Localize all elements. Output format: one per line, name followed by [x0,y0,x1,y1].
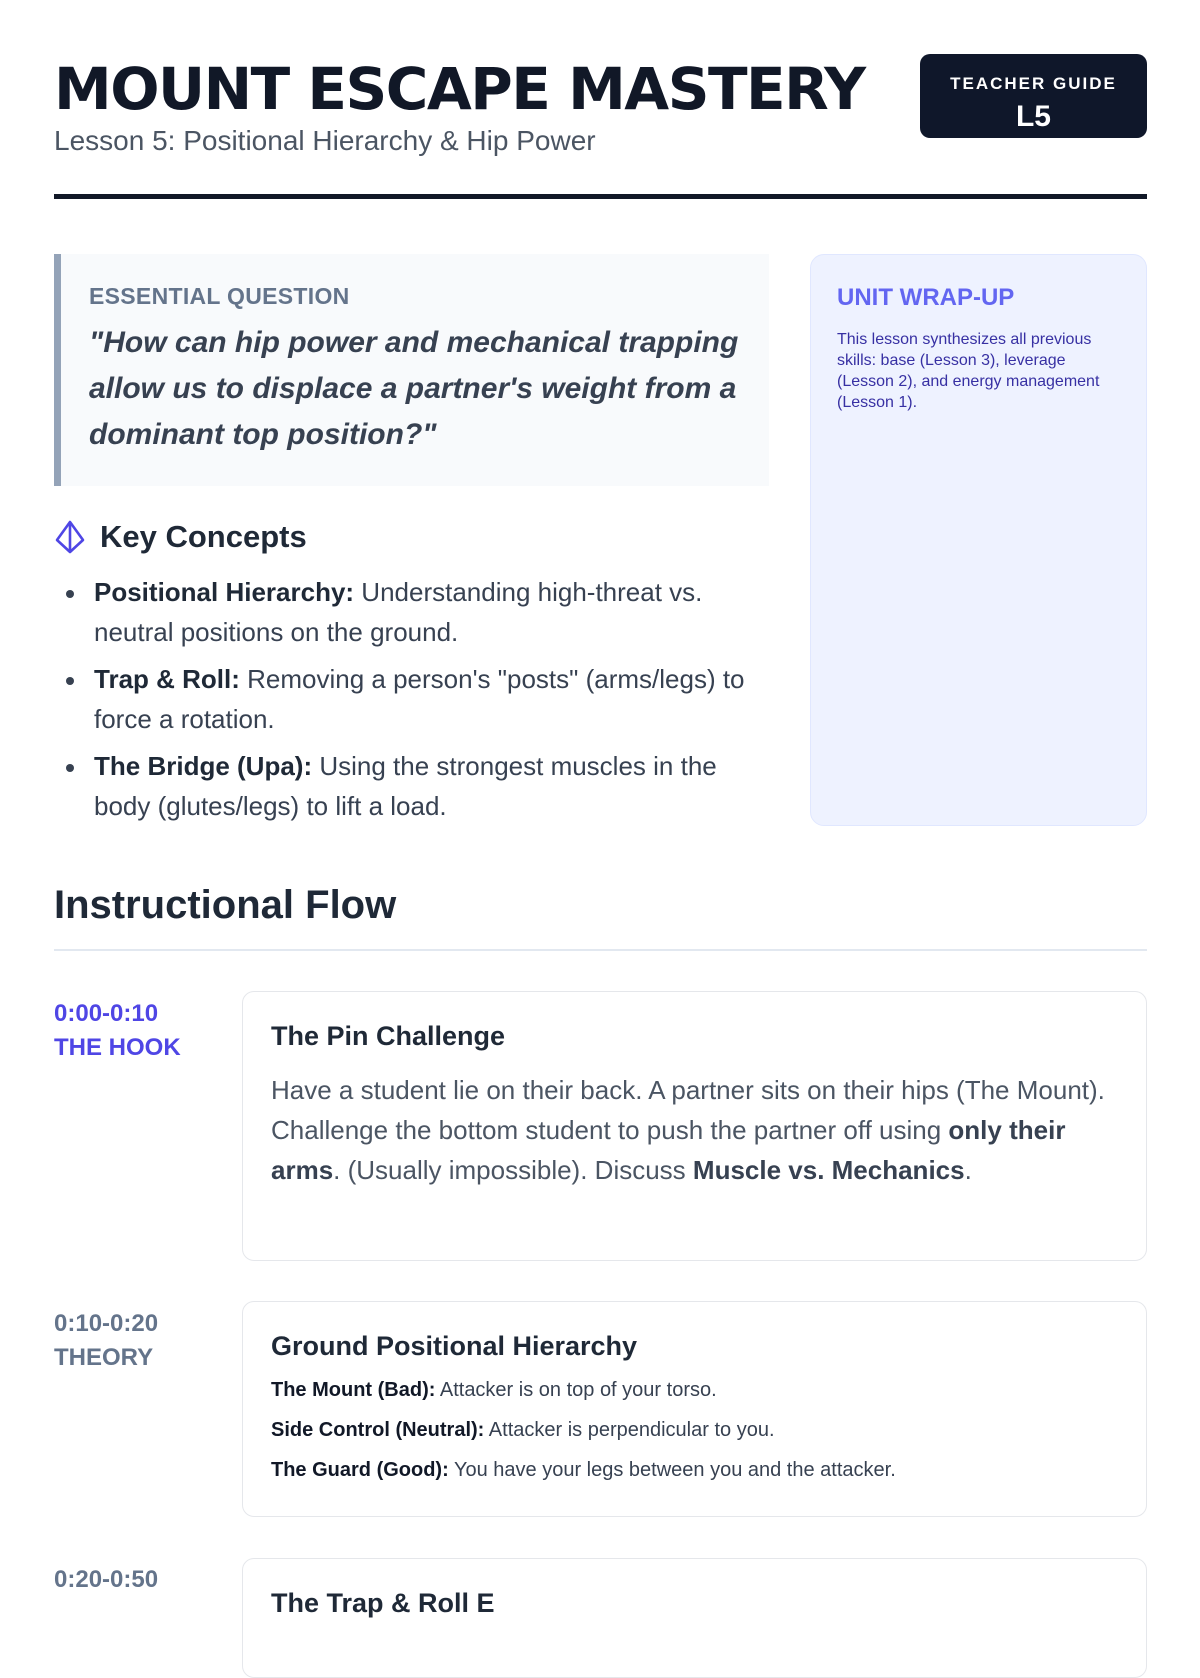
flow-divider [54,949,1147,951]
hierarchy-text: Attacker is perpendicular to you. [484,1419,775,1441]
step-time-label [54,1307,158,1375]
step-body-emphasis: Muscle vs. Mechanics [692,1155,965,1185]
essential-question-text: "How can hip power and mechanical trapping allow us to displace a partner's weight from a dominant top position?" [89,326,739,451]
page-header [54,52,1147,198]
header-divider [54,194,1147,199]
badge-code: L5 [1015,100,1051,133]
badge-label: TEACHER GUIDE [950,74,1117,93]
hierarchy-line [271,1450,1118,1490]
concept-text: Using the strongest muscles in the body (glutes/legs) to lift a load. [94,751,717,821]
teacher-guide-badge [920,54,1147,138]
essential-question-label: ESSENTIAL QUESTION [89,283,350,309]
concept-text: Understanding high-threat vs. neutral positions on the ground. [94,577,703,647]
hierarchy-text: Attacker is on top of your torso. [435,1379,717,1401]
key-concepts-heading: Key Concepts [100,519,307,554]
step-card [242,1558,1147,1678]
step-phase: THEORY [54,1344,154,1371]
key-concepts-list [54,572,774,833]
step-body-emphasis: only their arms [271,1115,1066,1185]
concept-text: Removing a person's "posts" (arms/legs) to force a rotation. [94,664,745,734]
step-body-text: Have a student lie on their back. A partner sits on their hips (The Mount). Challenge the bottom student to push the partner off using [271,1075,1105,1145]
concept-term: The Bridge (Upa): [94,751,313,781]
page-subtitle: Lesson 5: Positional Hierarchy & Hip Power [54,125,596,156]
concept-term: Positional Hierarchy: [94,577,355,607]
hierarchy-text: You have your legs between you and the attacker. [448,1459,896,1481]
step-body [271,1070,1118,1190]
key-concepts-header [54,514,307,560]
list-item [54,746,774,826]
page-title: MOUNT ESCAPE MASTERY [54,55,865,123]
step-title: The Trap & Roll E [271,1588,495,1618]
hierarchy-term: The Mount (Bad): [271,1379,436,1401]
list-item [54,659,774,739]
essential-question-box [54,254,769,486]
hierarchy-line [271,1410,1118,1450]
step-title: The Pin Challenge [271,1021,506,1051]
step-time: 0:00-0:10 [54,1000,159,1027]
step-time: 0:20-0:50 [54,1566,159,1593]
instructional-flow-heading: Instructional Flow [54,883,397,927]
unit-wrap-up-title: UNIT WRAP-UP [837,284,1015,311]
hierarchy-lines [271,1370,1118,1490]
unit-wrap-up-box [810,254,1147,826]
prism-icon [54,520,86,554]
list-item [54,572,774,652]
unit-wrap-up-text: This lesson synthesizes all previous skills: base (Lesson 3), leverage (Lesson 2), and energy management (Lesson 1). [837,331,1100,411]
hierarchy-line [271,1370,1118,1410]
hierarchy-term: The Guard (Good): [271,1459,449,1481]
step-phase: THE HOOK [54,1034,181,1061]
step-card [242,1301,1147,1517]
step-title: Ground Positional Hierarchy [271,1331,638,1361]
step-body-text: . [964,1155,972,1185]
step-time-label [54,997,181,1065]
step-body-text: . (Usually impossible). Discuss [333,1155,693,1185]
step-card [242,991,1147,1261]
step-time-label [54,1563,158,1597]
step-time: 0:10-0:20 [54,1310,159,1337]
hierarchy-term: Side Control (Neutral): [271,1419,485,1441]
concept-term: Trap & Roll: [94,664,240,694]
